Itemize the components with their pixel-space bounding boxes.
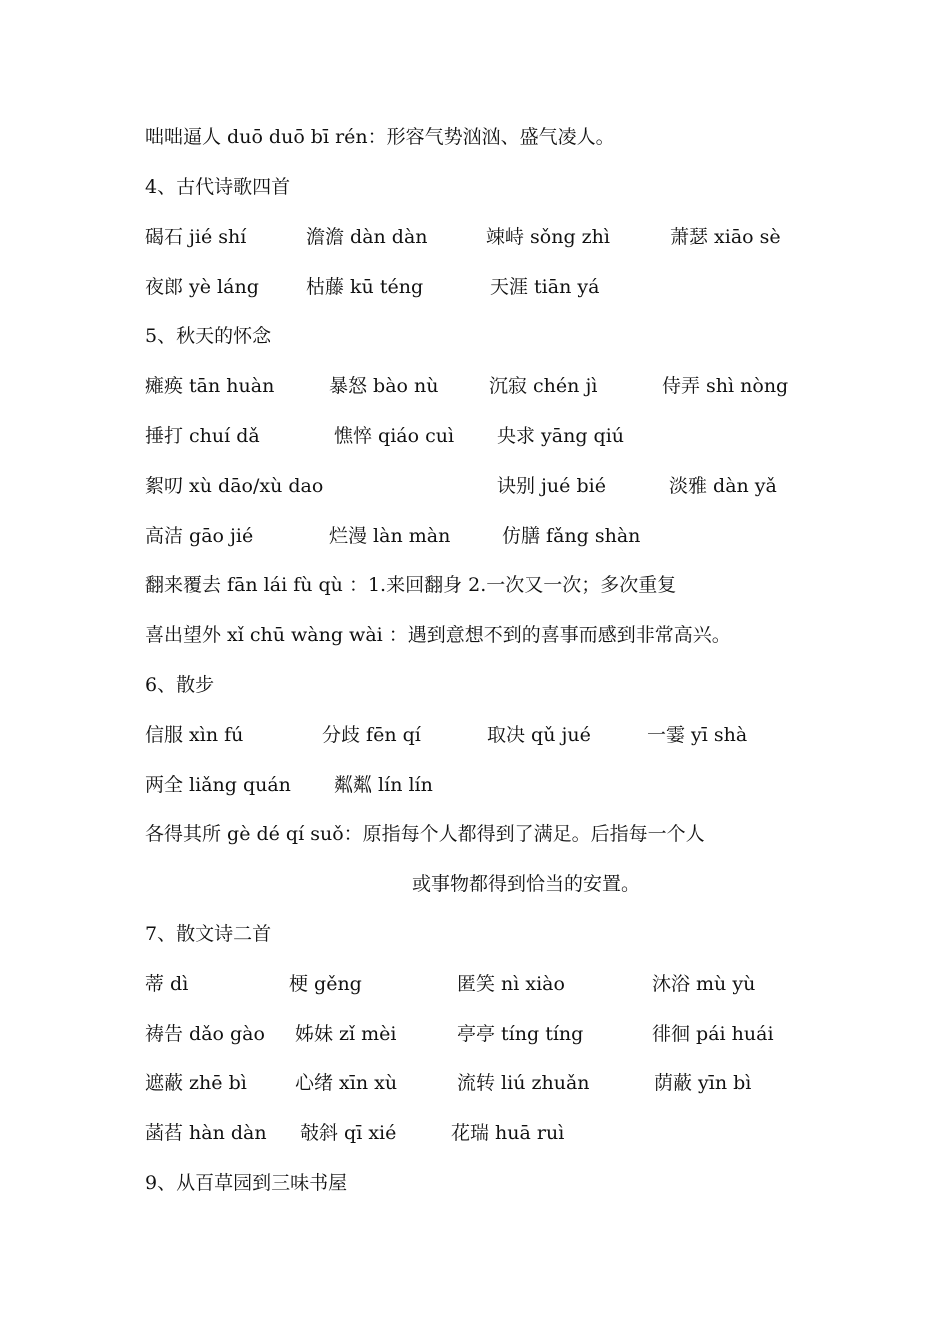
section-heading-5: 5、秋天的怀念 [145, 325, 272, 347]
vocab-word: 暴怒 bào nù [329, 375, 439, 397]
vocab-word: 侍弄 shì nòng [662, 375, 789, 397]
vocab-word: 捶打 chuí dǎ [145, 425, 260, 447]
vocab-word: 憔悴 qiáo cuì [334, 425, 455, 447]
vocab-word: 沐浴 mù yù [652, 973, 756, 995]
vocab-entry-fanlaifuqu: 翻来覆去 fān lái fù qù ：1.来回翻身 2.一次又一次；多次重复 [145, 574, 677, 596]
vocab-word: 沉寂 chén jì [489, 375, 598, 397]
vocab-word: 一霎 yī shà [647, 724, 748, 746]
vocab-word: 攲斜 qī xié [300, 1122, 397, 1144]
vocab-word: 祷告 dǎo gào [145, 1023, 265, 1045]
vocab-word: 高洁 gāo jié [145, 525, 254, 547]
vocab-word: 瘫痪 tān huàn [145, 375, 275, 397]
vocab-word: 菡萏 hàn dàn [145, 1122, 267, 1144]
vocab-word: 梗 gěng [289, 973, 362, 995]
vocab-word: 遮蔽 zhē bì [145, 1072, 247, 1094]
vocab-word: 澹澹 dàn dàn [306, 226, 428, 248]
vocab-word: 仿膳 fǎng shàn [502, 525, 641, 547]
section-heading-4: 4、古代诗歌四首 [145, 176, 291, 198]
vocab-word: 信服 xìn fú [145, 724, 244, 746]
vocab-word: 荫蔽 yīn bì [654, 1072, 752, 1094]
vocab-entry-xichuwangwai: 喜出望外 xǐ chū wàng wài ：遇到意想不到的喜事而感到非常高兴。 [145, 624, 731, 646]
vocab-word: 分歧 fēn qí [322, 724, 421, 746]
vocab-word: 淡雅 dàn yǎ [669, 475, 777, 497]
vocab-word: 花瑞 huā ruì [451, 1122, 565, 1144]
vocab-word: 流转 liú zhuǎn [457, 1072, 590, 1094]
vocab-entry-duoduobiren: 咄咄逼人 duō duō bī rén：形容气势汹汹、盛气凌人。 [145, 126, 615, 148]
vocab-word: 心绪 xīn xù [295, 1072, 398, 1094]
vocab-word: 烂漫 làn màn [329, 525, 451, 547]
vocab-word: 粼粼 lín lín [334, 774, 433, 796]
section-heading-9: 9、从百草园到三味书屋 [145, 1172, 348, 1194]
vocab-word: 絮叨 xù dāo/xù dao [145, 475, 324, 497]
vocab-word: 亭亭 tíng tíng [457, 1023, 584, 1045]
vocab-word: 枯藤 kū téng [306, 276, 424, 298]
vocab-word: 取决 qǔ jué [487, 724, 591, 746]
vocab-word: 央求 yāng qiú [497, 425, 625, 447]
vocab-word: 姊妹 zǐ mèi [295, 1023, 397, 1045]
vocab-word: 匿笑 nì xiào [457, 973, 565, 995]
vocab-word: 夜郎 yè láng [145, 276, 259, 298]
vocab-word: 碣石 jié shí [145, 226, 247, 248]
vocab-word: 天涯 tiān yá [490, 276, 600, 298]
vocab-word: 萧瑟 xiāo sè [670, 226, 781, 248]
section-heading-6: 6、散步 [145, 674, 215, 696]
vocab-word: 蒂 dì [145, 973, 189, 995]
vocab-word: 徘徊 pái huái [652, 1023, 774, 1045]
vocab-entry-gedeqisuo-continued: 或事物都得到恰当的安置。 [412, 873, 641, 895]
vocab-word: 两全 liǎng quán [145, 774, 291, 796]
vocab-entry-gedeqisuo: 各得其所 gè dé qí suǒ：原指每个人都得到了满足。后指每一个人 [145, 823, 705, 845]
vocab-word: 竦峙 sǒng zhì [486, 226, 610, 248]
vocab-word: 诀别 jué bié [497, 475, 606, 497]
section-heading-7: 7、散文诗二首 [145, 923, 272, 945]
